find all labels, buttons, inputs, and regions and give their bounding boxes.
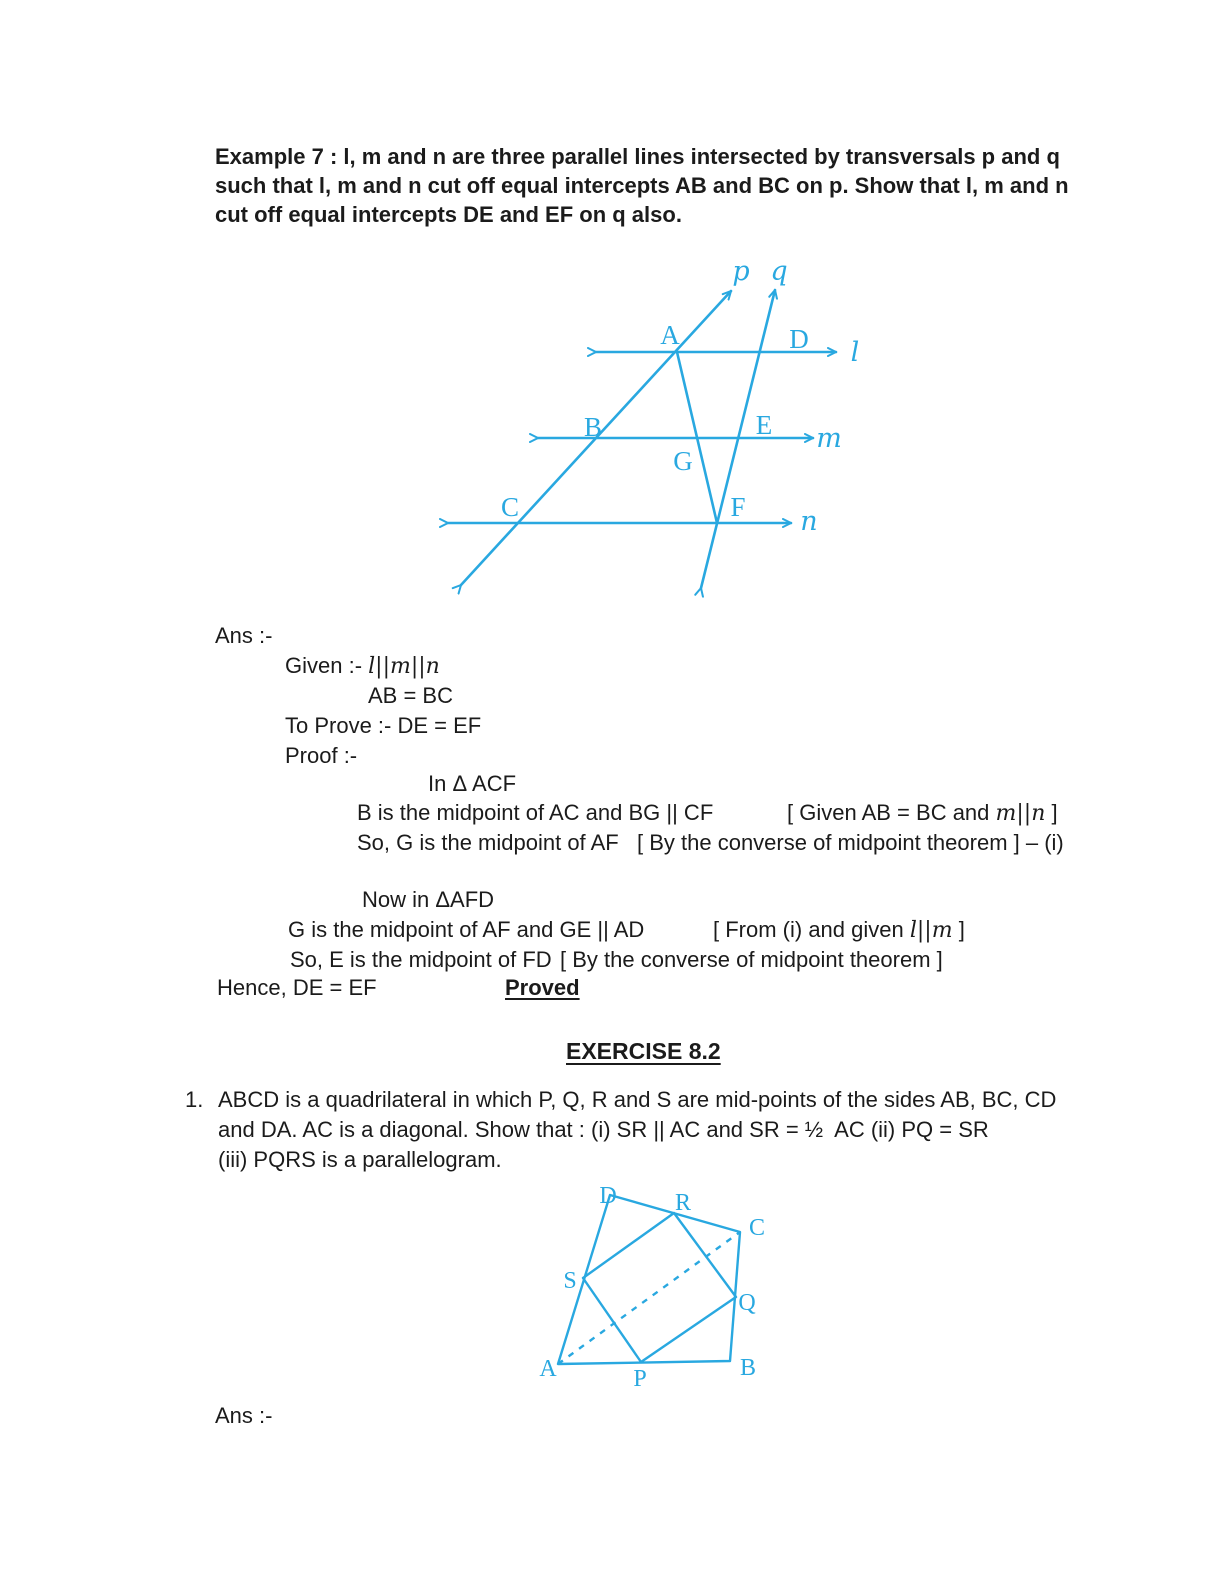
now-in-afd: Now in ΔAFD	[362, 887, 495, 912]
b-midpoint-reason: [ Given AB = BC and m||n ]	[787, 800, 1058, 826]
ab-equals-bc: AB = BC	[368, 683, 453, 708]
label-l: l	[850, 337, 860, 368]
diagonal-ac	[558, 1232, 740, 1364]
example-heading-line-3: cut off equal intercepts DE and EF on q also.	[215, 202, 682, 227]
e-midpoint-statement: So, E is the midpoint of FD	[290, 947, 552, 972]
q1-line-2: and DA. AC is a diagonal. Show that : (i) SR || AC and SR = ½ AC (ii) PQ = SR	[218, 1117, 989, 1142]
q1-line-3: (iii) PQRS is a parallelogram.	[218, 1147, 502, 1172]
label-m: m	[816, 423, 842, 454]
proved-label: Proved	[505, 975, 580, 1000]
label-p: p	[732, 256, 750, 287]
label2-D: D	[599, 1183, 617, 1209]
given-math: l||m||n	[368, 654, 440, 679]
label2-A: A	[539, 1356, 557, 1382]
e-midpoint-reason: [ By the converse of midpoint theorem ]	[560, 947, 943, 972]
hence-statement: Hence, DE = EF	[217, 975, 377, 1000]
label-q: q	[770, 256, 788, 287]
g-midpoint2-statement: G is the midpoint of AF and GE || AD	[288, 917, 645, 942]
g-midpoint2-reason: [ From (i) and given l||m ]	[713, 917, 965, 943]
q1-line-1: ABCD is a quadrilateral in which P, Q, R and S are mid-points of the sides AB, BC, CD	[218, 1087, 1057, 1112]
label2-S: S	[563, 1268, 577, 1294]
given-label: Given :-	[285, 653, 369, 678]
quadrilateral-diagram	[530, 1165, 780, 1400]
label-C: C	[500, 492, 520, 522]
g-midpoint-statement: So, G is the midpoint of AF	[357, 830, 619, 855]
proof-label: Proof :-	[285, 743, 358, 768]
label2-B: B	[739, 1355, 757, 1381]
label2-R: R	[674, 1190, 692, 1216]
in-triangle-acf: In Δ ACF	[428, 771, 517, 796]
quad-pqrs	[583, 1213, 736, 1362]
example-heading-line-2: such that l, m and n cut off equal intercepts AB and BC on p. Show that l, m and n	[215, 173, 1069, 198]
ans-label: Ans :-	[215, 623, 273, 648]
ans-label-2: Ans :-	[215, 1403, 273, 1428]
g-midpoint-reason: [ By the converse of midpoint theorem ] – (i)	[637, 830, 1064, 855]
exercise-title: EXERCISE 8.2	[566, 1038, 721, 1064]
q1-number: 1.	[185, 1087, 204, 1112]
label-E: E	[755, 410, 773, 440]
label-B: B	[583, 412, 603, 442]
label2-Q: Q	[738, 1290, 756, 1316]
label2-P: P	[633, 1366, 647, 1392]
label-G: G	[673, 446, 693, 476]
label-A: A	[660, 320, 680, 350]
label2-C: C	[748, 1215, 766, 1241]
given-line	[285, 652, 440, 681]
b-midpoint-statement: B is the midpoint of AC and BG || CF	[357, 800, 714, 825]
parallel-lines-diagram	[430, 250, 880, 600]
label-n: n	[800, 506, 818, 537]
label-D: D	[789, 324, 809, 354]
label-F: F	[730, 492, 746, 522]
to-prove-line: To Prove :- DE = EF	[285, 713, 482, 738]
example-heading-line-1: Example 7 : l, m and n are three parallel lines intersected by transversals p and q	[215, 144, 1060, 169]
